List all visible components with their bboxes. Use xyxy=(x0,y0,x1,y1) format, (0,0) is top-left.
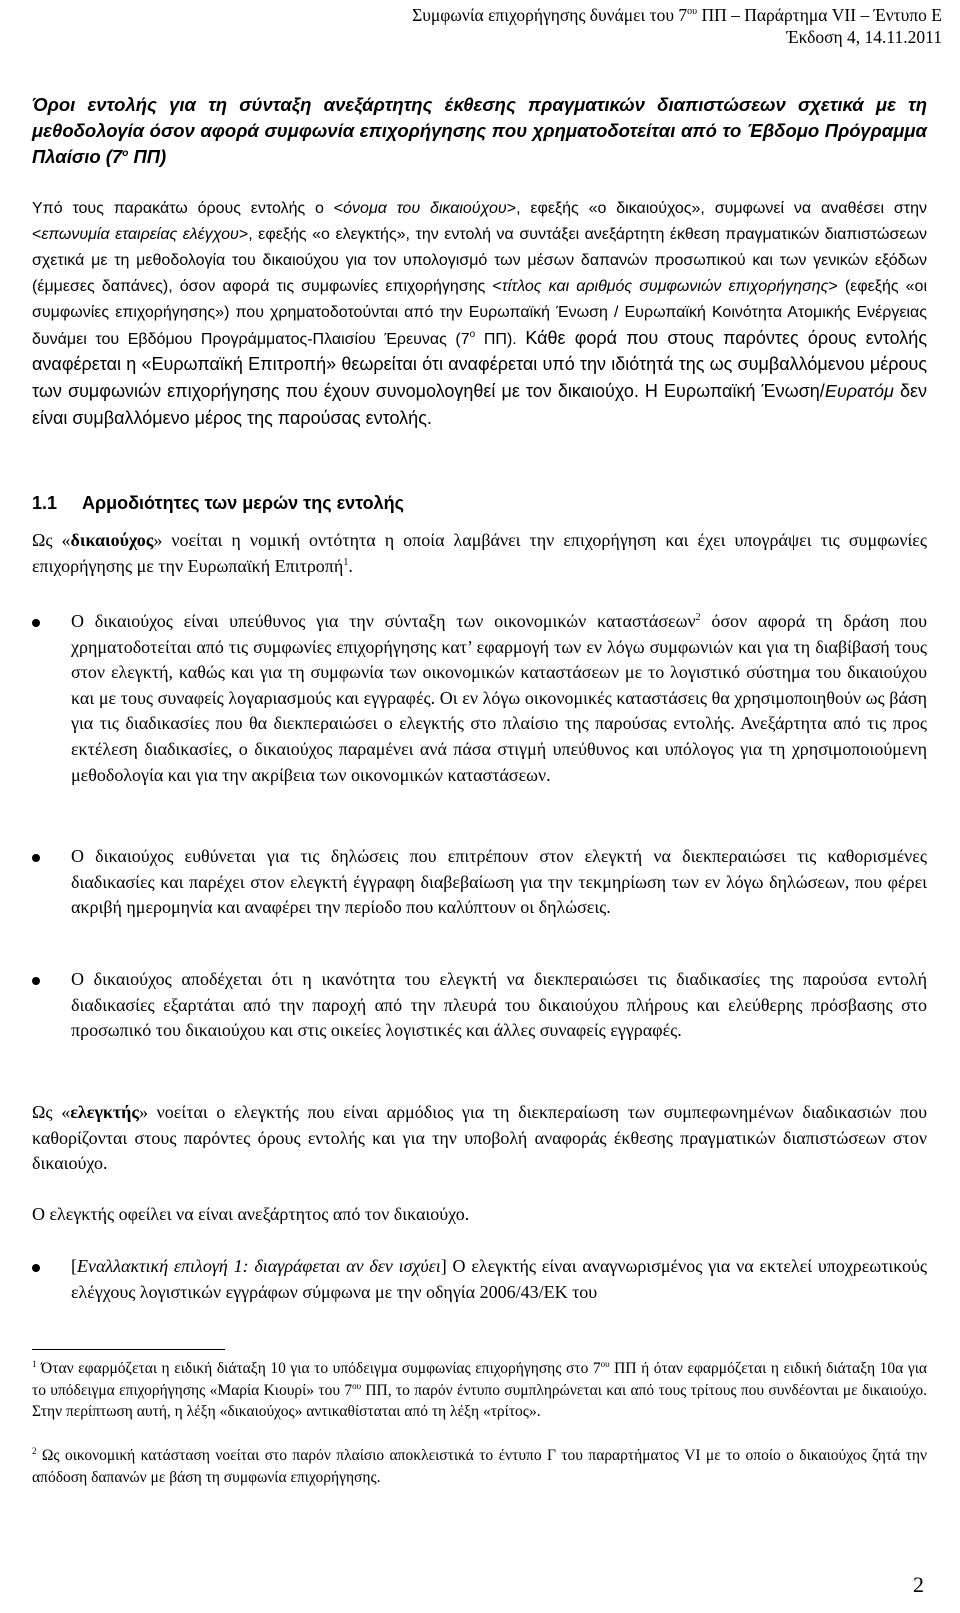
beneficiary-definition: Ως «δικαιούχος» νοείται η νομική οντότητα η οποία λαμβάνει την επιχορήγηση και έχει υπογράψει τις συμφωνίες επιχορήγησης με την Ευρωπαϊκή Επιτροπή$^1$. xyxy=(32,530,927,576)
section-number: 1.1 xyxy=(32,493,58,513)
page-number: 2 xyxy=(913,1572,924,1597)
footnote-2: $^2$ Ως οικονομική κατάσταση νοείται στο παρόν πλαίσιο αποκλειστικά το έντυπο Γ του παραρτήματος VI με το οποίο ο δικαιούχος ζητά την απόδοση δαπανών με βάση τη συμφωνία επιχορήγησης. xyxy=(32,1446,927,1486)
section-title: Αρμοδιότητες των μερών της εντολής xyxy=(82,493,405,513)
section-heading xyxy=(32,493,404,514)
header-line-2: Έκδοση 4, 14.11.2011 xyxy=(786,27,942,47)
intro-paragraph: Υπό τους παρακάτω όρους εντολής ο <όνομα του δικαιούχου>, εφεξής «ο δικαιούχος», συμφωνεί να αναθέσει στην <επωνυμία εταιρείας ελέγχου>, εφεξής «ο ελεγκτής», την εντολή να συντάξει ανεξάρτητη έκθεση πραγματικών διαπιστώσεων σχετικά με τη μεθοδολογία του δικαιούχου για τον υπολογισμό των μέσων δαπανών προσωπικού και των γενικών εξόδων (έμμεσες δαπάνες), όσον αφορά τις συμφωνίες επιχορήγησης <τίτλος και αριθμός συμφωνιών επιχορήγησης> (εφεξής «οι συμφωνίες επιχορήγησης») που χρηματοδοτούνται από την Ευρωπαϊκή Ένωση / Ευρωπαϊκή Κοινότητα Ατομικής Ενέργειας δυνάμει του Εβδόμου Προγράμματος-Πλαισίου Έρευνας ($7^o$ ΠΠ). Κάθε φορά που στους παρόντες όρους εντολής αναφέρεται η «Ευρωπαϊκή Επιτροπή» θεωρείται ότι αναφέρεται υπό την ιδιότητά της ως συμβαλλόμενου μέρους των συμφωνιών επιχορήγησης που έχουν συνομολογηθεί με τον δικαιούχο. Η Ευρωπαϊκή Ένωση/Ευρατόμ δεν είναι συμβαλλόμενο μέρος της παρούσας εντολής. xyxy=(32,200,928,429)
list-item: [Εναλλακτική επιλογή 1: διαγράφεται αν δεν ισχύει] Ο ελεγκτής είναι αναγνωρισμένος για να εκτελεί υποχρεωτικούς ελέγχους λογιστικών εγγράφων σύμφωνα με την οδηγία 2006/43/ΕΚ του xyxy=(32,1254,927,1305)
list-item: Ο δικαιούχος είναι υπεύθυνος για την σύνταξη των οικονομικών καταστάσεων$^2$ όσον αφορά τη δράση που χρηματοδοτείται από τις συμφωνίες επιχορήγησης κατ’ εφαρμογή των εν λόγω συμφωνιών και για τη διαβίβασή τους στον ελεγκτή, καθώς και για τη συμφωνία των οικονομικών καταστάσεων με το λογιστικό σύστημα του δικαιούχου και με τους συναφείς λογαριασμούς και εγγραφές. Οι εν λόγω οικονομικές καταστάσεις θα χρησιμοποιηθούν ως βάση για τις διαδικασίες που θα διεκπεραιώσει ο ελεγκτής στο πλαίσιο της παρούσας εντολής. Ανεξάρτητα από τις προς εκτέλεση διαδικασίες, ο δικαιούχος παραμένει ανά πάσα στιγμή υπεύθυνος και υπόλογος για τη χρησιμοποιούμενη μεθοδολογία και για την ακρίβεια των οικονομικών καταστάσεων. xyxy=(32,609,927,788)
list-item: Ο δικαιούχος ευθύνεται για τις δηλώσεις που επιτρέπουν στον ελεγκτή να διεκπεραιώσει τις καθορισμένες διαδικασίες και παρέχει στον ελεγκτή έγγραφη διαβεβαίωση για την τεκμηρίωση των εν λόγω δηλώσεων, που φέρει ακριβή ημερομηνία και αναφέρει την περίοδο που καλύπτουν οι δηλώσεις. xyxy=(32,844,927,921)
bullet-icon xyxy=(32,1264,40,1272)
independence-paragraph: Ο ελεγκτής οφείλει να είναι ανεξάρτητος από τον δικαιούχο. xyxy=(32,1204,470,1224)
document-title: Όροι εντολής για τη σύνταξη ανεξάρτητης έκθεσης πραγματικών διαπιστώσεων σχετικά με τη μεθοδολογία όσον αφορά συμφωνία επιχορήγησης που χρηματοδοτείται από το Έβδομο Πρόγραμμα Πλαίσιο ($7^o$ ΠΠ) xyxy=(32,94,927,167)
page-header xyxy=(412,4,942,48)
footnote-ref-2: 2 xyxy=(695,612,701,623)
footnote-separator xyxy=(32,1349,225,1350)
bullet-icon xyxy=(32,854,40,862)
list-item: Ο δικαιούχος αποδέχεται ότι η ικανότητα του ελεγκτή να διεκπεραιώσει τις διαδικασίες της παρούσα εντολή διαδικασίες εξαρτάται από την παροχή από την πλευρά του δικαιούχου πλήρους και ελεύθερης πρόσβασης στο προσωπικό του δικαιούχου και στις οικείες λογιστικές και άλλες συναφείς εγγραφές. xyxy=(32,967,927,1044)
header-line-1: Συμφωνία επιχορήγησης δυνάμει του $7^{o\upsilon}$ ΠΠ – Παράρτημα VII – Έντυπο Ε xyxy=(412,5,942,25)
bullet-icon xyxy=(32,619,40,627)
bullet-icon xyxy=(32,977,40,985)
footnote-1: $^1$ Όταν εφαρμόζεται η ειδική διάταξη 10 για το υπόδειγμα συμφωνίας επιχορήγησης στο $7^{o\upsilon}$ ΠΠ ή όταν εφαρμόζεται η ειδική διάταξη 10α για το υπόδειγμα επιχορήγησης «Μαρία Κιουρί» του $7^{o\upsilon}$ ΠΠ, το παρόν έντυπο συμπληρώνεται και από τους τρίτους που συνδέονται με δικαιούχο. Στην περίπτωση αυτή, η λέξη «δικαιούχος» αντικαθίσταται από τη λέξη «τρίτος». xyxy=(32,1359,927,1420)
auditor-definition: Ως «ελεγκτής» νοείται ο ελεγκτής που είναι αρμόδιος για τη διεκπεραίωση των συμπεφωνημένων διαδικασιών που καθορίζονται στους παρόντες όρους εντολής και για την υποβολή αναφοράς έκθεσης πραγματικών διαπιστώσεων στον δικαιούχο. xyxy=(32,1102,928,1174)
footnote-ref-1: 1 xyxy=(343,556,349,568)
